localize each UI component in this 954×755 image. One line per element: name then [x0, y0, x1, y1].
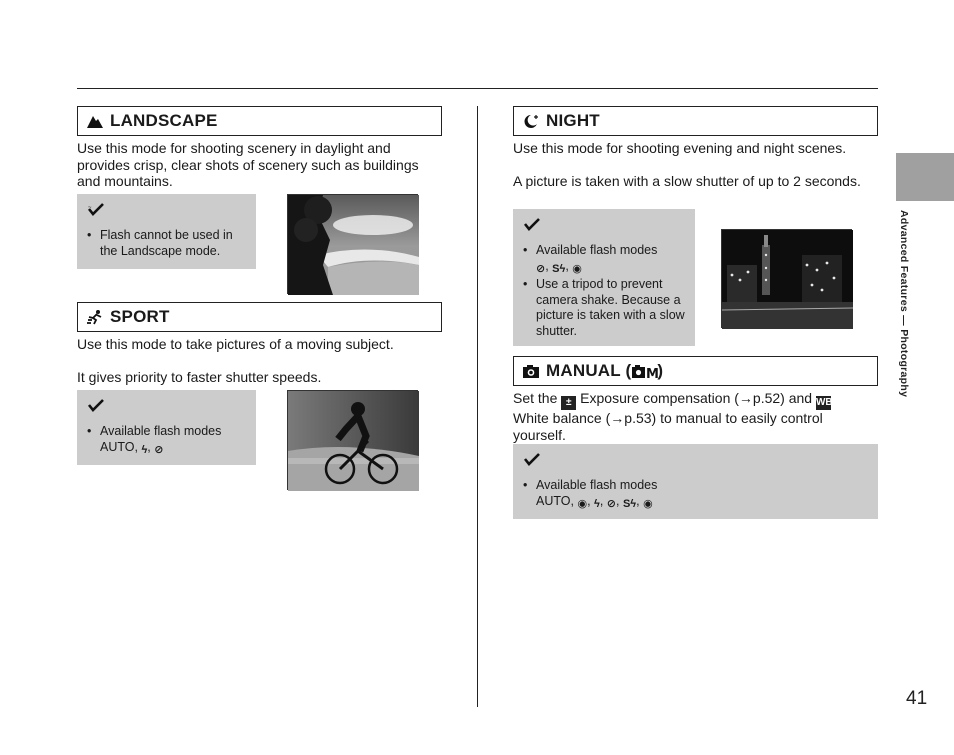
flash-off-icon: ⊘ [154, 443, 164, 456]
night-body-2: A picture is taken with a slow shutter of up to 2 seconds. [513, 173, 861, 189]
sport-photo [287, 390, 418, 490]
top-rule [77, 88, 878, 89]
flash-off-icon: ⊘ [536, 262, 546, 275]
landscape-note [77, 194, 256, 269]
landscape-body: Use this mode for shooting scenery in daylight and provides crisp, clear shots of scenery such as buildings and mountains. [77, 140, 419, 189]
slow-sync-icon: Sϟ [552, 262, 566, 275]
sport-flash-modes: AUTO, [100, 439, 142, 454]
manual-flash-modes: AUTO, [536, 493, 578, 508]
night-body-1: Use this mode for shooting evening and night scenes. [513, 140, 847, 156]
svg-text:M: M [646, 367, 660, 382]
sport-heading [77, 302, 442, 332]
sport-flash-label: Available flash modes [100, 424, 222, 438]
night-note-tripod: • Use a tripod to prevent camera shake. Because a picture is taken with a slow shutter. [523, 277, 687, 339]
white-balance-icon: WB [815, 397, 833, 408]
column-divider [477, 106, 478, 707]
manual-title: MANUAL ( [546, 361, 632, 380]
manual-note [513, 444, 878, 519]
landscape-heading [77, 106, 442, 136]
sport-title: SPORT [110, 307, 170, 326]
sport-note-item: • Available flash modes AUTO, ϟ, ⊘ [87, 424, 248, 458]
arrow-icon: → [610, 410, 625, 426]
checkmark-icon [523, 217, 687, 235]
night-note [513, 209, 695, 346]
night-heading [513, 106, 878, 136]
red-eye-icon: ◉ [577, 497, 588, 510]
manual-body-part1: Set the [513, 390, 562, 406]
checkmark-icon [87, 398, 248, 416]
manual-body-part3: White balance ( [513, 410, 611, 426]
flash-off-icon: ⊘ [606, 497, 617, 510]
flash-icon: ϟ [141, 443, 148, 456]
arrow-icon: → [738, 390, 753, 406]
manual-title-end: ) [657, 361, 664, 380]
slow-sync-icon: Sϟ [622, 497, 637, 510]
checkmark-icon [87, 202, 248, 220]
crescent-moon-icon [521, 112, 541, 130]
manual-body-part2: Exposure compensation ( [576, 390, 739, 406]
manual-note-item: • Available flash modes AUTO, ◉, ϟ, ⊘, Sϟ, ◉ [523, 478, 870, 512]
flash-icon: ϟ [594, 497, 600, 510]
sport-body-2: It gives priority to faster shutter speeds. [77, 369, 322, 385]
manual-camera-m-icon [631, 363, 660, 382]
night-note-flash: • Available flash modes ⊘, Sϟ, ◉ [523, 243, 687, 277]
section-label: Advanced Features — Photography [898, 210, 910, 398]
sport-note [77, 390, 256, 465]
night-title: NIGHT [546, 111, 600, 130]
svg-text:~: ~ [88, 205, 92, 211]
runner-icon [85, 308, 105, 326]
landscape-note-item: • Flash cannot be used in the Landscape mode. [87, 228, 248, 259]
exposure-compensation-icon: ± [561, 396, 576, 410]
landscape-title: LANDSCAPE [110, 111, 218, 130]
checkmark-icon [523, 452, 870, 470]
manual-heading [513, 356, 878, 386]
section-tab [896, 153, 954, 201]
page-number: 41 [906, 688, 928, 709]
sport-body-1: Use this mode to take pictures of a moving subject. [77, 336, 394, 352]
red-eye-slow-icon: ◉ [643, 497, 653, 510]
landscape-photo [287, 194, 418, 294]
manual-body-ref1: p.52) and [752, 390, 816, 406]
night-flash-label: Available flash modes [536, 243, 658, 257]
manual-body [513, 390, 863, 443]
red-eye-slow-icon: ◉ [572, 262, 582, 275]
manual-flash-label: Available flash modes [536, 478, 658, 492]
mountain-icon [85, 112, 105, 130]
camera-icon [521, 362, 541, 380]
manual-body-ref2: p.53) to manual to easily control yourself. [513, 410, 823, 443]
night-photo [721, 229, 852, 328]
